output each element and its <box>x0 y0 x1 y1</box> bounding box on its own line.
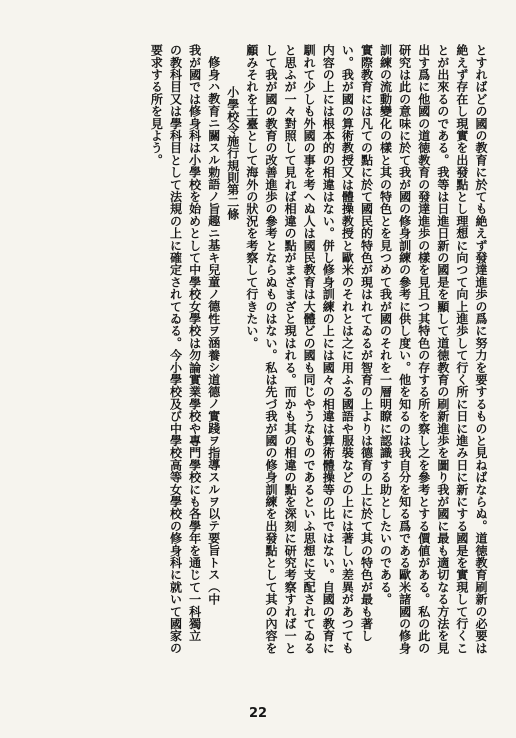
text-line: い。我が國の算術教授又は體操教授と歐米のそれとは之に用ふる國語や服裝などの上には著しい差異があつても <box>340 44 355 654</box>
text-line: 訓練の流動變化の樣と其の特色とを見つめて我が國のそれを一層明瞭に認識する助としたいのである。 <box>378 44 393 606</box>
text-line: 顧みそれを土臺として海外の狀況を考察して行きたい。 <box>244 44 259 349</box>
section-heading: 小學校令施行規則第二條 <box>225 86 240 221</box>
page-number: 22 <box>248 706 268 721</box>
regulation-quote: 修身ハ教育ニ關スル勅語ノ旨趣ニ基キ兒童ノ德性ヲ涵養シ道德ノ實踐ヲ指導スルヲ以テ要旨トス（中 <box>206 56 221 605</box>
text-line: 内容の上には根本的の相違はない。併し修身訓練の上には國々の相違は算術體操等の比ではない。自國の教育に <box>321 44 336 654</box>
text-line: の教科目又は學科目として法規の上に確定されてゐる。今小學校及び中學校高等女學校の修身科に就いて國家の <box>168 44 183 654</box>
text-line: 出す爲に他國の道徳教育の發達進歩の樣を見且つ其特色の存する所を察し之を參考とする價値がある。私の此の <box>416 44 431 655</box>
text-line: 要求する所を見よう。 <box>149 44 164 166</box>
text-line: 馴れて少しも外國の事を考へぬ人は國民教育は大體どの國も同じやうなものであるといふ思想に支配されてゐる <box>302 44 317 654</box>
text-line: 實際教育には凡ての點に於て國民的特色が現はれてゐるが智育の上よりは德育の上に於て其の特色が最も著し <box>359 44 374 642</box>
text-line: と思ふが一々對照して見れば相違の點がまざまざと現はれる。而かも其の相違の點を深刻に研究考察すれば一と <box>283 44 298 654</box>
text-line: とすればどの國の教育に於ても絶えず發達進歩の爲に努力を要するものと見ねばならぬ。道徳教育刷新の必要は <box>474 44 488 654</box>
text-line: 絶えず存在し現實を出發點とし理想に向つて向上進歩して行く所に日に進み日に新にする國是を實現して行くこ <box>454 44 469 654</box>
text-line: 研究は此の意味に於て我が國の修身訓練の參考に供し度い。他を知るのは我自分を知る爲である歐米諸國の修身 <box>397 44 412 654</box>
text-line: とが出來るのである。我等は日進日新の國是を顯して道徳教育の刷新進歩を圖り我が國に最も適切なる方法を見 <box>435 44 450 655</box>
text-line: 我が國では修身科は小學校を始めとして中學校女學校は勿論實業學校や專門學校にも各學年を通じて一科獨立 <box>187 44 202 642</box>
vertical-text-body <box>20 44 490 668</box>
text-line: して我が國の教育の改善進歩の參考とならぬものはない。私は先づ我が國の修身訓練を出發點として其の內容を <box>263 44 278 654</box>
